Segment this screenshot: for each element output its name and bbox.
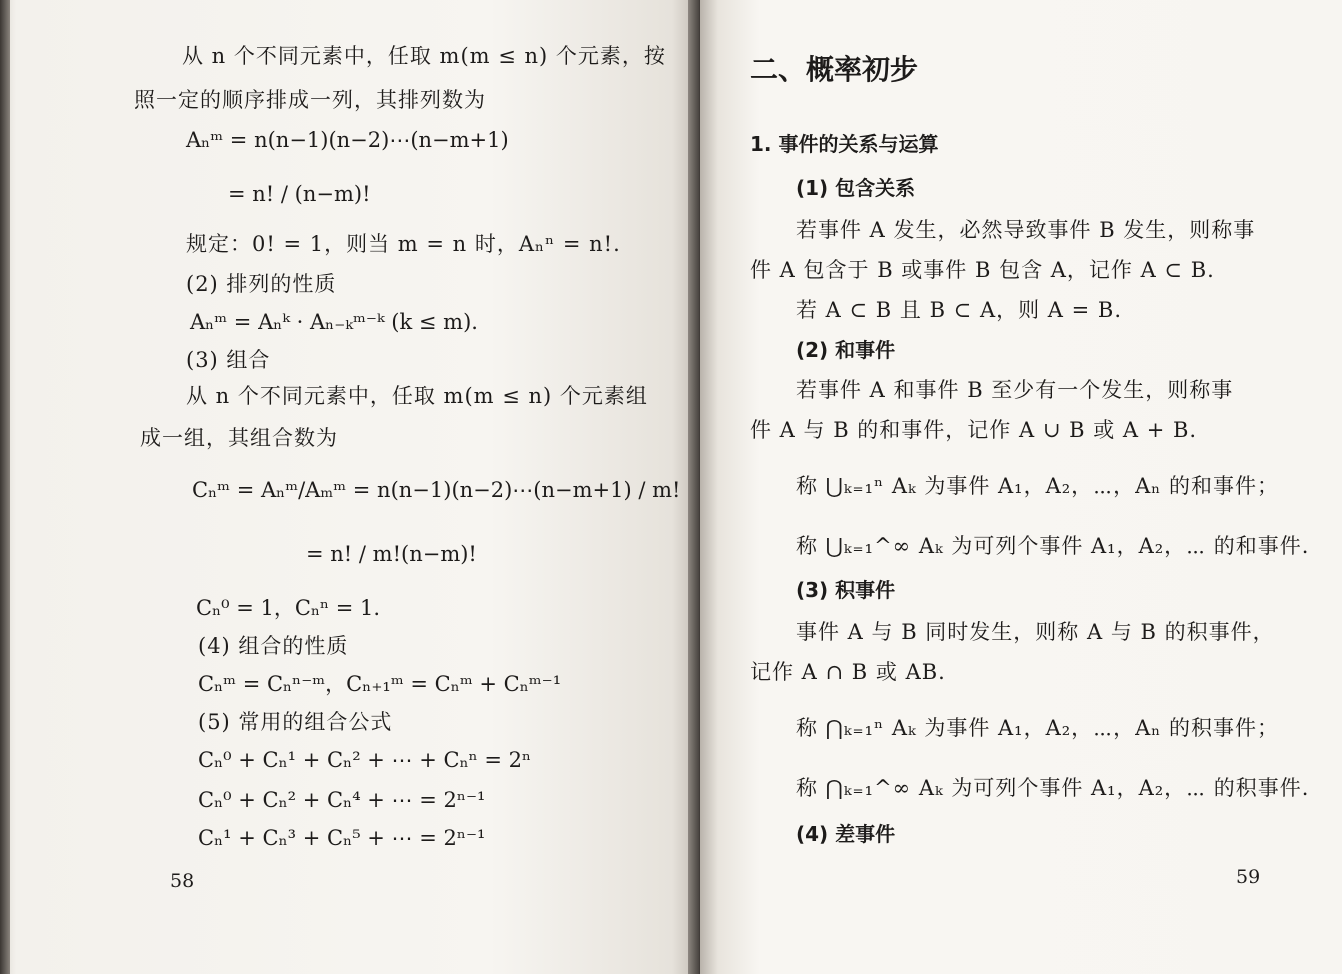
right-line-union-1: 若事件 A 和事件 B 至少有一个发生，则称事: [796, 378, 1234, 402]
book-edge: [0, 0, 10, 974]
right-line-union-finite: 称 ⋃ₖ₌₁ⁿ Aₖ 为事件 A₁，A₂，⋯，Aₙ 的和事件；: [796, 474, 1279, 498]
right-subsection-1: 1. 事件的关系与运算: [750, 132, 939, 156]
left-line-1: 从 n 个不同元素中，任取 m(m ≤ n) 个元素，按: [182, 44, 666, 68]
right-line-inclusion-3: 若 A ⊂ B 且 B ⊂ A，则 A = B.: [796, 298, 1123, 322]
left-subheading-permutation-properties: (2) 排列的性质: [186, 272, 337, 296]
left-formula-combination-factorial: = n! / m!(n−m)!: [306, 542, 477, 566]
right-line-union-countable: 称 ⋃ₖ₌₁^∞ Aₖ 为可列个事件 A₁，A₂，⋯ 的和事件.: [796, 534, 1310, 558]
left-formula-combination: Cₙᵐ = Aₙᵐ/Aₘᵐ = n(n−1)(n−2)⋯(n−m+1) / m!: [192, 478, 681, 502]
left-formula-sum-3: Cₙ¹ + Cₙ³ + Cₙ⁵ + ⋯ = 2ⁿ⁻¹: [198, 826, 486, 850]
right-line-intersection-finite: 称 ⋂ₖ₌₁ⁿ Aₖ 为事件 A₁，A₂，⋯，Aₙ 的积事件；: [796, 716, 1279, 740]
right-subheading-difference: (4) 差事件: [796, 822, 896, 846]
left-line-2: 照一定的顺序排成一列，其排列数为: [134, 88, 486, 112]
right-line-intersection-countable: 称 ⋂ₖ₌₁^∞ Aₖ 为可列个事件 A₁，A₂，⋯ 的积事件.: [796, 776, 1310, 800]
left-formula-sum-1: Cₙ⁰ + Cₙ¹ + Cₙ² + ⋯ + Cₙⁿ = 2ⁿ: [198, 748, 532, 772]
right-subheading-union: (2) 和事件: [796, 338, 896, 362]
right-line-union-2: 件 A 与 B 的和事件，记作 A ∪ B 或 A + B.: [750, 418, 1198, 442]
left-subheading-common-formulas: (5) 常用的组合公式: [198, 710, 393, 734]
right-page-number: 59: [1236, 866, 1261, 888]
right-line-intersection-2: 记作 A ∩ B 或 AB.: [750, 660, 946, 684]
left-formula-combination-properties: Cₙᵐ = Cₙⁿ⁻ᵐ，Cₙ₊₁ᵐ = Cₙᵐ + Cₙᵐ⁻¹: [198, 672, 562, 696]
left-formula-permutation-property: Aₙᵐ = Aₙᵏ · Aₙ₋ₖᵐ⁻ᵏ (k ≤ m).: [190, 310, 478, 334]
left-line-convention: 规定：0! = 1，则当 m = n 时，Aₙⁿ = n!.: [186, 232, 621, 256]
left-page-number: 58: [170, 870, 195, 892]
right-page: [700, 0, 1342, 974]
left-formula-permutation: Aₙᵐ = n(n−1)(n−2)⋯(n−m+1): [186, 128, 509, 152]
left-formula-combination-identity: Cₙ⁰ = 1，Cₙⁿ = 1.: [196, 596, 381, 620]
right-subheading-inclusion: (1) 包含关系: [796, 176, 916, 200]
left-formula-sum-2: Cₙ⁰ + Cₙ² + Cₙ⁴ + ⋯ = 2ⁿ⁻¹: [198, 788, 486, 812]
left-line-combination-2: 成一组，其组合数为: [140, 426, 338, 450]
right-subheading-intersection: (3) 积事件: [796, 578, 896, 602]
right-line-inclusion-2: 件 A 包含于 B 或事件 B 包含 A，记作 A ⊂ B.: [750, 258, 1215, 282]
left-line-combination-1: 从 n 个不同元素中，任取 m(m ≤ n) 个元素组: [186, 384, 648, 408]
left-subheading-combination-properties: (4) 组合的性质: [198, 634, 349, 658]
left-subheading-combination: (3) 组合: [186, 348, 271, 372]
left-formula-permutation-factorial: = n! / (n−m)!: [228, 182, 371, 206]
right-line-inclusion-1: 若事件 A 发生，必然导致事件 B 发生，则称事: [796, 218, 1256, 242]
right-line-intersection-1: 事件 A 与 B 同时发生，则称 A 与 B 的积事件，: [796, 620, 1275, 644]
right-section-heading: 二、概率初步: [750, 53, 919, 86]
